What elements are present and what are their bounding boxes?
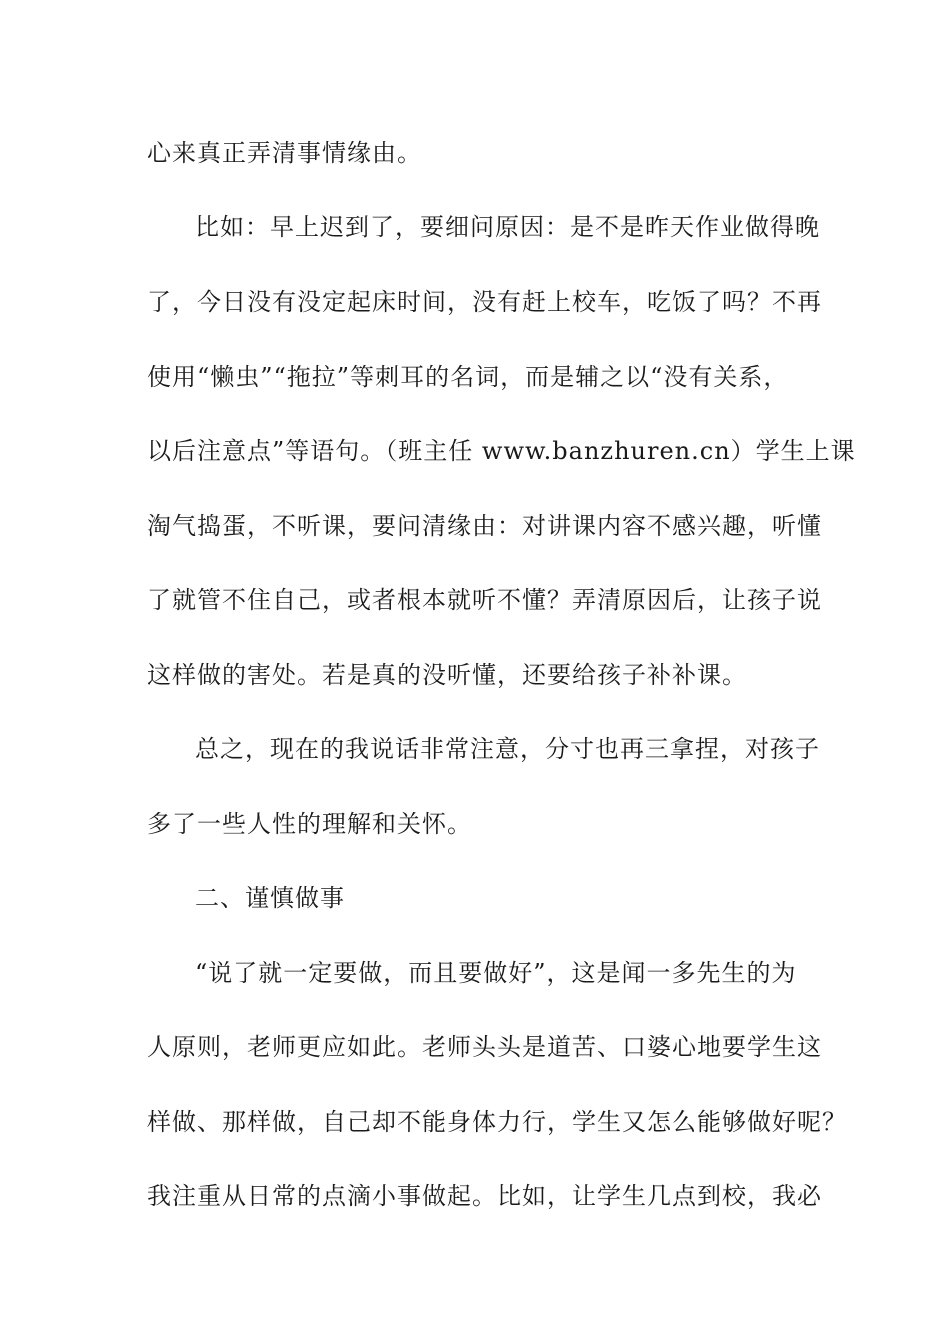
text-line: 这样做的害处。若是真的没听懂，还要给孩子补补课。 bbox=[147, 661, 747, 689]
text-line: 我注重从日常的点滴小事做起。比如，让学生几点到校，我必 bbox=[147, 1182, 822, 1210]
paragraph-start-line: “说了就一定要做，而且要做好”，这是闻一多先生的为 bbox=[195, 959, 797, 987]
text-line: 淘气捣蛋，不听课，要问清缘由：对讲课内容不感兴趣，听懂 bbox=[147, 512, 822, 540]
text-line: 人原则，老师更应如此。老师头头是道苦、口婆心地要学生这 bbox=[147, 1033, 822, 1061]
text-line: 样做、那样做，自己却不能身体力行，学生又怎么能够做好呢？ bbox=[147, 1108, 847, 1136]
text-line: 心来真正弄清事情缘由。 bbox=[147, 139, 422, 167]
section-heading: 二、谨慎做事 bbox=[195, 884, 345, 912]
text-line: 了就管不住自己，或者根本就听不懂？弄清原因后，让孩子说 bbox=[147, 586, 822, 614]
paragraph-start-line: 比如：早上迟到了，要细问原因：是不是昨天作业做得晚 bbox=[195, 213, 820, 241]
text-line: 了，今日没有没定起床时间，没有赶上校车，吃饭了吗？不再 bbox=[147, 288, 822, 316]
text-line: 以后注意点”等语句。（班主任 www.banzhuren.cn）学生上课 bbox=[147, 437, 856, 465]
text-line: 多了一些人性的理解和关怀。 bbox=[147, 810, 472, 838]
text-line: 使用“懒虫”“拖拉”等刺耳的名词，而是辅之以“没有关系， bbox=[147, 363, 789, 391]
paragraph-start-line: 总之，现在的我说话非常注意，分寸也再三拿捏，对孩子 bbox=[195, 735, 820, 763]
